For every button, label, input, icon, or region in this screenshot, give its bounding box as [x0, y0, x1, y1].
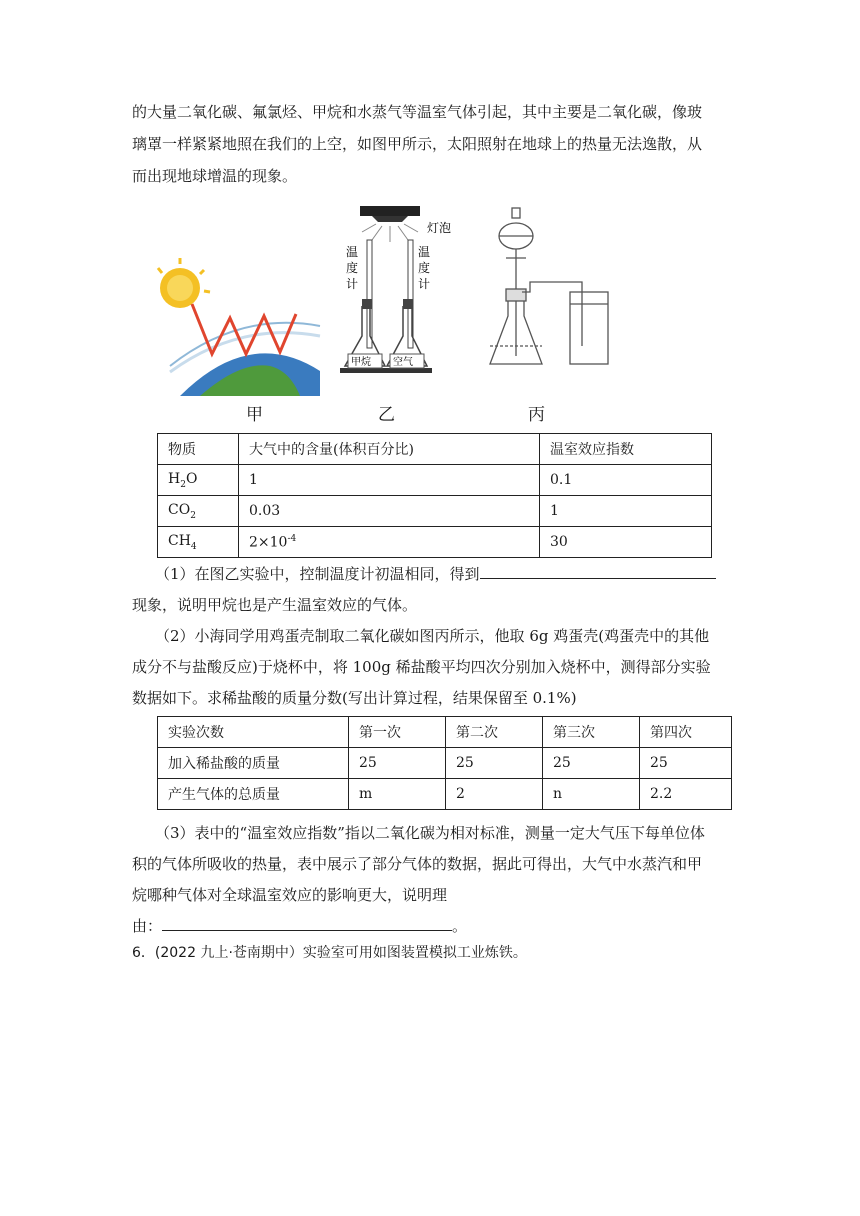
svg-text:灯泡: 灯泡	[427, 221, 452, 235]
lamp-flask-diagram	[340, 206, 451, 373]
table-cell: 25	[446, 748, 543, 779]
question-1	[132, 559, 737, 621]
q3-line-1: （3）表中的“温室效应指数”指以二氧化碳为相对标准，测量一定大气压下每单位体	[155, 824, 705, 842]
table-cell: 25	[543, 748, 640, 779]
table-cell: 1	[239, 465, 540, 496]
svg-text:甲烷: 甲烷	[351, 357, 371, 368]
table-header: 实验次数	[158, 717, 349, 748]
intro-line-3: 而出现地球增温的现象。	[132, 167, 298, 185]
q3-line-4-prefix: 由：	[132, 917, 163, 935]
q3-answer-blank[interactable]	[162, 914, 452, 931]
table-cell: 0.03	[239, 496, 540, 527]
table-cell: 加入稀盐酸的质量	[158, 748, 349, 779]
q2-line-3: 数据如下。求稀盐酸的质量分数(写出计算过程，结果保留至 0.1%)	[132, 689, 577, 707]
table-row	[158, 465, 712, 496]
q1-text: （1）在图乙实验中，控制温度计初温相同，得到	[155, 565, 480, 583]
gas-apparatus-diagram	[490, 208, 608, 364]
table-cell: n	[543, 779, 640, 810]
table-cell: 产生气体的总质量	[158, 779, 349, 810]
table-row	[158, 748, 732, 779]
question-2	[132, 621, 737, 714]
figure-label-yi: 乙	[378, 405, 395, 425]
q3-line-3: 烷哪种气体对全球温室效应的影响更大，说明理	[132, 886, 448, 904]
table-header-row	[158, 434, 712, 465]
table-header: 大气中的含量(体积百分比)	[239, 434, 540, 465]
q3-line-2: 积的气体所吸收的热量，表中展示了部分气体的数据，据此可得出，大气中水蒸汽和甲	[132, 855, 703, 873]
table-header: 第二次	[446, 717, 543, 748]
table-header-row	[158, 717, 732, 748]
table-cell-formula: $CH_4$	[158, 527, 239, 558]
table-cell: 30	[540, 527, 712, 558]
table-cell: $2\times 10^{-4}$	[239, 527, 540, 558]
table-cell: 1	[540, 496, 712, 527]
experiment-figure	[150, 196, 630, 426]
q3-line-4-suffix: 。	[452, 917, 468, 935]
table-cell: 25	[349, 748, 446, 779]
table-row	[158, 527, 712, 558]
experiment-data-table	[157, 716, 732, 810]
table-row	[158, 779, 732, 810]
intro-line-1: 的大量二氧化碳、氟氯烃、甲烷和水蒸气等温室气体引起，其中主要是二氧化碳，像玻	[132, 103, 703, 121]
table-cell-formula: $H_2O$	[158, 465, 239, 496]
greenhouse-gas-table	[157, 433, 712, 558]
table-header: 第四次	[640, 717, 732, 748]
table-header: 温室效应指数	[540, 434, 712, 465]
table-cell: m	[349, 779, 446, 810]
intro-line-2: 璃罩一样紧紧地照在我们的上空，如图甲所示，太阳照射在地球上的热量无法逸散，从	[132, 135, 703, 153]
question-3	[132, 818, 737, 942]
light-ray-icon	[362, 224, 418, 242]
q2-line-1: （2）小海同学用鸡蛋壳制取二氧化碳如图丙所示，他取 6g 鸡蛋壳(鸡蛋壳中的其他	[155, 627, 710, 645]
table-cell: 2.2	[640, 779, 732, 810]
q1-text-2: 现象，说明甲烷也是产生温室效应的气体。	[132, 596, 418, 614]
table-cell: 0.1	[540, 465, 712, 496]
table-cell: 25	[640, 748, 732, 779]
sun-icon	[158, 258, 210, 308]
table-cell: 2	[446, 779, 543, 810]
q1-answer-blank[interactable]	[480, 562, 716, 579]
question-6: 6．(2022 九上·苍南期中）实验室可用如图装置模拟工业炼铁。	[132, 945, 527, 961]
table-header: 第三次	[543, 717, 640, 748]
table-row	[158, 496, 712, 527]
table-cell-formula: $CO_2$	[158, 496, 239, 527]
svg-text:温度计 温度计: 温度计 温度计	[346, 245, 431, 291]
figure-label-jia: 甲	[246, 405, 263, 425]
figure-label-bing: 丙	[528, 405, 545, 425]
table-header: 第一次	[349, 717, 446, 748]
svg-text:空气: 空气	[393, 357, 413, 368]
q2-line-2: 成分不与盐酸反应)于烧杯中，将 100g 稀盐酸平均四次分别加入烧杯中，测得部分实验	[132, 658, 711, 676]
intro-paragraph	[132, 96, 732, 192]
figure-illustration	[150, 196, 630, 396]
table-header: 物质	[158, 434, 239, 465]
sun-earth-diagram	[158, 258, 320, 396]
